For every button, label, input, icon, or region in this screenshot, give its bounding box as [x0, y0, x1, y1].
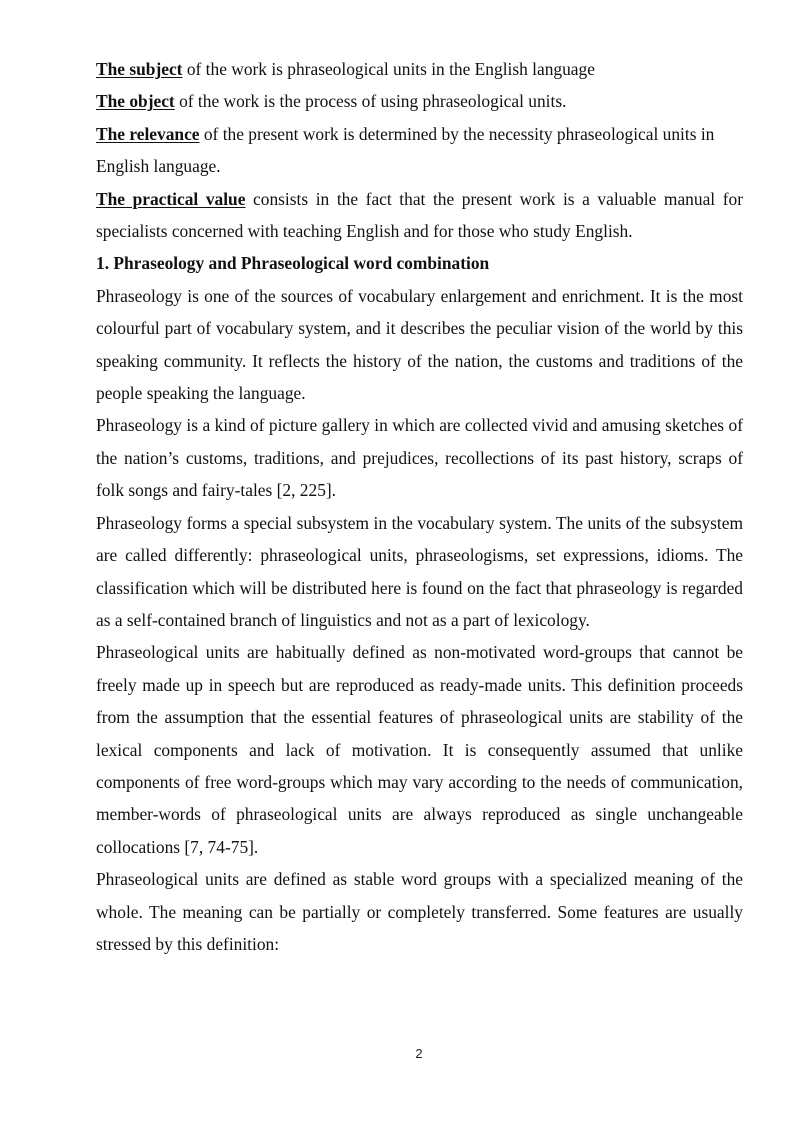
page-content: [96, 53, 743, 960]
paragraph-1: Phraseology is one of the sources of vocabulary enlargement and enrichment. It is the most colourful part of vocabulary system, and it describes the peculiar vision of the world by this speaking community. It reflects the history of the nation, the customs and traditions of the people speaking the language.: [96, 285, 743, 404]
paragraph-2: Phraseology is a kind of picture gallery in which are collected vivid and amusing sketches of the nation’s customs, traditions, and prejudices, recollections of its past history, scraps of folk songs and fairy-tales [2, 225].: [96, 415, 743, 501]
paragraph-4: Phraseological units are habitually defined as non-motivated word-groups that cannot be freely made up in speech but are reproduced as ready-made units. This definition proceeds from the assumption that the essential features of phraseological units are stability of the lexical components and lack of motivation. It is consequently assumed that unlike components of free word-groups which may vary according to the needs of communication, member-words of phraseological units are always reproduced as single unchangeable collocations [7, 74-75].: [96, 642, 743, 857]
intro-relevance-lead: The relevance: [96, 123, 200, 144]
intro-practical-value-lead: The practical value: [96, 188, 246, 209]
intro-object-lead: The object: [96, 91, 175, 112]
section-heading: 1. Phraseology and Phraseological word combination: [96, 253, 490, 274]
page-number: 2: [415, 1046, 423, 1061]
intro-object: [96, 85, 743, 117]
intro-practical-value-text: consists in the fact that the present work is a valuable manual for specialists concerned with teaching English and for those who study English.: [96, 188, 743, 242]
intro-object-text: of the work is the process of using phraseological units.: [174, 91, 567, 112]
intro-relevance: [96, 118, 743, 183]
paragraph-5: Phraseological units are defined as stable word groups with a specialized meaning of the whole. The meaning can be partially or completely transferred. Some features are usually stressed by this definition:: [96, 869, 743, 954]
intro-subject-lead: The subject: [96, 59, 183, 79]
intro-relevance-text: of the present work is determined by the necessity phraseological units in English language.: [96, 123, 715, 177]
intro-subject-text: of the work is phraseological units in the English language: [182, 59, 595, 79]
paragraph-3: Phraseology forms a special subsystem in the vocabulary system. The units of the subsystem are called differently: phraseological units, phraseologisms, set expressions, idioms. The classification which will be distributed here is found on the fact that phraseology is regarded as a self-contained branch of linguistics and not as a part of lexicology.: [96, 512, 743, 630]
intro-subject: [96, 53, 743, 85]
intro-practical-value: [96, 183, 743, 248]
